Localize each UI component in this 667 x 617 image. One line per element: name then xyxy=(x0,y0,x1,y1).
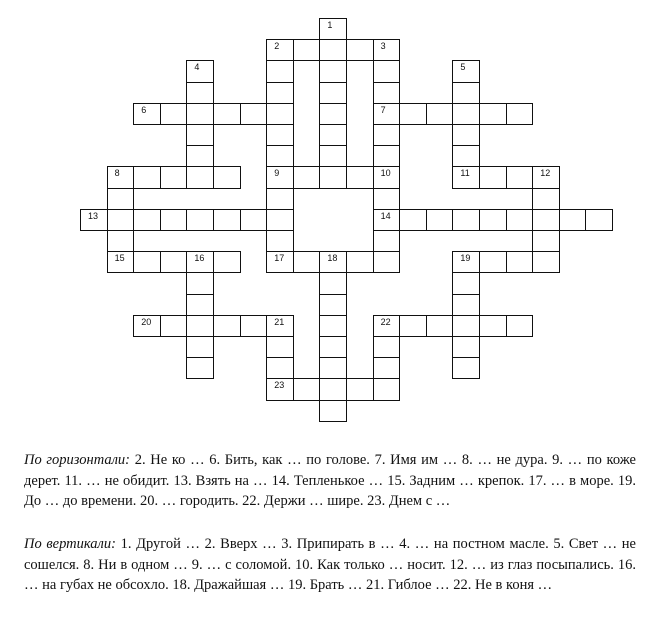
clue-number: 13 xyxy=(88,210,99,221)
crossword-cell[interactable] xyxy=(452,82,480,104)
crossword-cell[interactable] xyxy=(319,272,347,294)
crossword-cell[interactable] xyxy=(506,251,534,273)
crossword-cell[interactable] xyxy=(319,315,347,337)
clue-number: 9 xyxy=(274,168,280,179)
clue-number: 15 xyxy=(114,253,125,264)
crossword-cell[interactable] xyxy=(107,166,135,188)
crossword-cell[interactable] xyxy=(452,336,480,358)
crossword-cell[interactable] xyxy=(186,336,214,358)
crossword-cell[interactable] xyxy=(373,357,401,379)
crossword-cell[interactable] xyxy=(266,60,294,82)
crossword-cell[interactable] xyxy=(479,166,507,188)
crossword-cell[interactable] xyxy=(319,124,347,146)
clue-number: 6 xyxy=(141,104,147,115)
crossword-cell[interactable] xyxy=(160,209,188,231)
crossword-cell[interactable] xyxy=(266,188,294,210)
crossword-cell[interactable] xyxy=(319,18,347,40)
crossword-cell[interactable] xyxy=(452,60,480,82)
crossword-cell[interactable] xyxy=(133,103,161,125)
crossword-cell[interactable] xyxy=(479,251,507,273)
crossword-cell[interactable] xyxy=(373,103,401,125)
crossword-cell[interactable] xyxy=(186,82,214,104)
crossword-cell[interactable] xyxy=(213,166,241,188)
crossword-cell[interactable] xyxy=(373,60,401,82)
clue-number: 4 xyxy=(194,62,200,73)
clue-number: 2 xyxy=(274,41,280,52)
clue-number: 22 xyxy=(380,316,391,327)
crossword-cell[interactable] xyxy=(426,209,454,231)
crossword-cell[interactable] xyxy=(186,272,214,294)
clue-number: 12 xyxy=(540,168,551,179)
crossword-cell[interactable] xyxy=(319,357,347,379)
crossword-cell[interactable] xyxy=(319,145,347,167)
crossword-cell[interactable] xyxy=(346,166,374,188)
crossword-cell[interactable] xyxy=(399,209,427,231)
crossword-cell[interactable] xyxy=(319,400,347,422)
crossword-cell[interactable] xyxy=(107,230,135,252)
clues-vertical xyxy=(24,534,636,596)
crossword-cell[interactable] xyxy=(426,315,454,337)
crossword-cell[interactable] xyxy=(186,124,214,146)
crossword-cell[interactable] xyxy=(399,103,427,125)
crossword-cell[interactable] xyxy=(452,103,480,125)
crossword-cell[interactable] xyxy=(452,294,480,316)
crossword-cell[interactable] xyxy=(319,378,347,400)
crossword-cell[interactable] xyxy=(452,124,480,146)
clue-number: 14 xyxy=(380,210,391,221)
crossword-cell[interactable] xyxy=(532,251,560,273)
clue-number: 11 xyxy=(460,168,470,179)
crossword-cell[interactable] xyxy=(266,103,294,125)
crossword-cell[interactable] xyxy=(319,336,347,358)
crossword-cell[interactable] xyxy=(266,39,294,61)
crossword-cell[interactable] xyxy=(346,378,374,400)
crossword-cell[interactable] xyxy=(373,39,401,61)
crossword-cell[interactable] xyxy=(293,251,321,273)
crossword-cell[interactable] xyxy=(319,39,347,61)
crossword-cell[interactable] xyxy=(266,336,294,358)
crossword-cell[interactable] xyxy=(532,209,560,231)
crossword-cell[interactable] xyxy=(133,251,161,273)
crossword-cell[interactable] xyxy=(266,357,294,379)
clues-vertical-text: 1. Другой … 2. Вверх … 3. Припирать в … 4. … на постном масле. 5. Свет … не сошелся. 8. Ни в одном … 9. … с соломой. 10. Как только … носит. 12. … из глаз посыпались. 16. … на губах не обсохло. 18. Дражайшая … 19. Брать … 21. Гиблое … 22. Не в коня … xyxy=(24,536,636,593)
crossword-cell[interactable] xyxy=(186,209,214,231)
crossword-cell[interactable] xyxy=(266,124,294,146)
crossword-cell[interactable] xyxy=(293,166,321,188)
crossword-cell[interactable] xyxy=(373,124,401,146)
crossword-cell[interactable] xyxy=(373,188,401,210)
clue-number: 3 xyxy=(380,41,386,52)
clue-number: 10 xyxy=(380,168,391,179)
crossword-cell[interactable] xyxy=(532,188,560,210)
crossword-cell[interactable] xyxy=(186,103,214,125)
crossword-cell[interactable] xyxy=(426,103,454,125)
crossword-cell[interactable] xyxy=(293,39,321,61)
clue-number: 19 xyxy=(460,253,471,264)
crossword-cell[interactable] xyxy=(266,209,294,231)
crossword-cell[interactable] xyxy=(585,209,613,231)
crossword-cell[interactable] xyxy=(186,145,214,167)
crossword-cell[interactable] xyxy=(506,166,534,188)
clues-horizontal-heading: По горизонтали: xyxy=(24,452,131,468)
crossword-cell[interactable] xyxy=(532,230,560,252)
crossword-cell[interactable] xyxy=(160,315,188,337)
crossword-cell[interactable] xyxy=(479,209,507,231)
crossword-cell[interactable] xyxy=(479,315,507,337)
crossword-cell[interactable] xyxy=(452,145,480,167)
clues-horizontal-text: 2. Не ко … 6. Бить, как … по голове. 7. Имя им … 8. … не дура. 9. … по коже дерет. 11. … не обидит. 13. Взять на … 14. Тепленькое … 15. Задним … крепок. 17. … в море. 19. До … до времени. 20. … городить. 22. Держи … шире. 23. Днем с … xyxy=(24,452,636,509)
crossword-cell[interactable] xyxy=(213,251,241,273)
crossword-cell[interactable] xyxy=(452,357,480,379)
clues-vertical-heading: По вертикали: xyxy=(24,536,116,552)
crossword-cell[interactable] xyxy=(452,315,480,337)
crossword-cell[interactable] xyxy=(452,272,480,294)
crossword-cell[interactable] xyxy=(479,103,507,125)
clue-number: 18 xyxy=(327,253,338,264)
crossword-cell[interactable] xyxy=(373,378,401,400)
crossword-cell[interactable] xyxy=(213,209,241,231)
clue-number: 17 xyxy=(274,253,285,264)
crossword-cell[interactable] xyxy=(373,145,401,167)
crossword-cell[interactable] xyxy=(506,315,534,337)
crossword-cell[interactable] xyxy=(399,315,427,337)
crossword-cell[interactable] xyxy=(240,103,268,125)
crossword-cell[interactable] xyxy=(346,39,374,61)
crossword-cell[interactable] xyxy=(266,145,294,167)
clue-number: 20 xyxy=(141,316,152,327)
crossword-cell[interactable] xyxy=(186,294,214,316)
clue-number: 16 xyxy=(194,253,205,264)
crossword-cell[interactable] xyxy=(240,209,268,231)
crossword-cell[interactable] xyxy=(319,103,347,125)
crossword-cell[interactable] xyxy=(186,60,214,82)
crossword-cell[interactable] xyxy=(293,378,321,400)
clue-number: 21 xyxy=(274,316,285,327)
crossword-cell[interactable] xyxy=(506,103,534,125)
crossword-cell[interactable] xyxy=(319,82,347,104)
clue-number: 23 xyxy=(274,380,285,391)
crossword-cell[interactable] xyxy=(133,209,161,231)
crossword-cell[interactable] xyxy=(266,230,294,252)
clue-number: 5 xyxy=(460,62,466,73)
crossword-cell[interactable] xyxy=(373,230,401,252)
crossword-cell[interactable] xyxy=(107,188,135,210)
crossword-cell[interactable] xyxy=(160,251,188,273)
crossword-cell[interactable] xyxy=(319,294,347,316)
crossword-cell[interactable] xyxy=(186,315,214,337)
crossword-cell[interactable] xyxy=(373,82,401,104)
crossword-cell[interactable] xyxy=(373,336,401,358)
crossword-cell[interactable] xyxy=(266,82,294,104)
crossword-cell[interactable] xyxy=(213,103,241,125)
crossword-cell[interactable] xyxy=(346,251,374,273)
crossword-cell[interactable] xyxy=(266,166,294,188)
crossword-cell[interactable] xyxy=(319,60,347,82)
clue-number: 8 xyxy=(114,168,120,179)
crossword-cell[interactable] xyxy=(559,209,587,231)
crossword-cell[interactable] xyxy=(240,315,268,337)
crossword-cell[interactable] xyxy=(107,209,135,231)
crossword-cell[interactable] xyxy=(186,357,214,379)
clue-number: 7 xyxy=(380,104,386,115)
crossword-cell[interactable] xyxy=(160,103,188,125)
clues-horizontal xyxy=(24,450,636,512)
crossword-cell[interactable] xyxy=(319,166,347,188)
crossword-cell[interactable] xyxy=(133,166,161,188)
crossword-cell[interactable] xyxy=(186,166,214,188)
clue-number: 1 xyxy=(327,20,333,30)
crossword-cell[interactable] xyxy=(506,209,534,231)
crossword-cell[interactable] xyxy=(452,209,480,231)
crossword-cell[interactable] xyxy=(160,166,188,188)
crossword-cell[interactable] xyxy=(213,315,241,337)
crossword-cell[interactable] xyxy=(373,251,401,273)
